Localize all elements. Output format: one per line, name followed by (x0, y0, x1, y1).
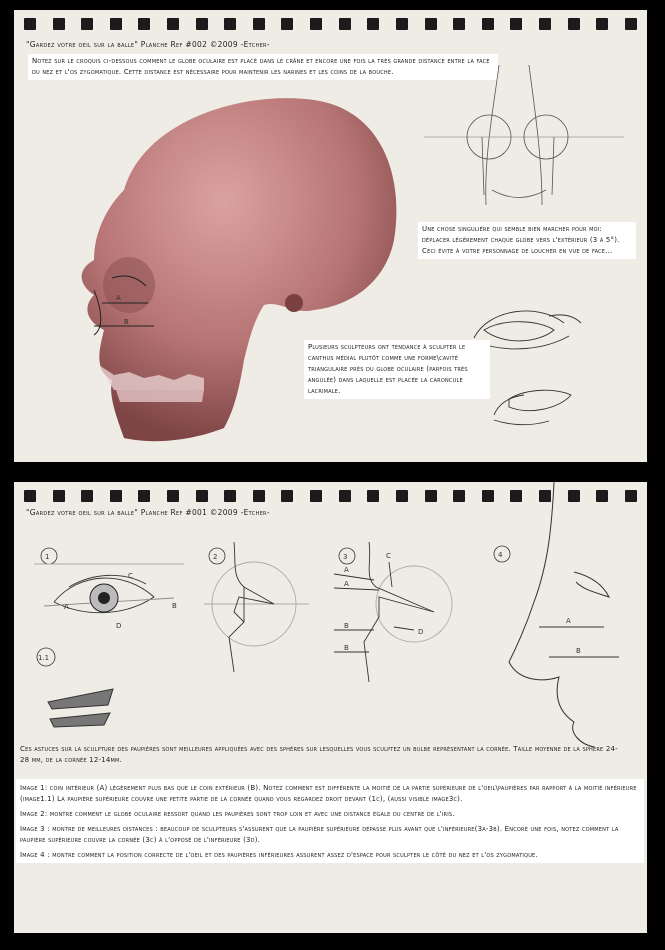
top-sheet (14, 10, 647, 462)
spiral-binding (14, 18, 647, 32)
fig-number-4: 4 (498, 551, 503, 559)
skull-illustration (54, 90, 414, 460)
figure-4-face-profile (484, 482, 644, 752)
fig4-label-a: A (566, 617, 571, 625)
intro-text: Ces astuces sur la sculpture des paupières sont meilleures appliquées avec des sphères sur lesquelles vous sculptez un bulbe représentant la cornée. Taille moyenne de la sphère 24-28 mm, de la cornée 12-14mm. (20, 745, 618, 764)
fig3-label-d: D (418, 628, 424, 636)
note-image-4: Image 4 : montre comment la position correcte de l'oeil et des paupières inférieures assurent assez d'espace pour sculpter le côté du nez et l'os zygomatique. (20, 851, 538, 859)
fig3-label-b2: B (344, 644, 349, 652)
fig3-label-a1: A (344, 566, 349, 574)
skull-label-b: B (124, 318, 129, 326)
front-view-eyes-sketch (424, 65, 634, 220)
note-image-3: Image 3 : montre de meilleures distances : beaucoup de sculpteurs s'assurent que la paupière supérieure dépasse plus avant que l'inférieure(3a-3b). Encore une fois, notez comment la paupière supérieure couvre la cornée (3c) à l'opposé de l'inférieure (3d). (20, 825, 619, 844)
fig1-label-d: D (116, 622, 122, 630)
top-header: "Gardez votre oeil sur la balle" Planche Ref #002 ©2009 -Etcher- (26, 40, 270, 49)
fig4-label-b: B (576, 647, 581, 655)
note-eye-angle: Une chose singulière qui semble bien marcher pour moi: déplacer légèrement chaque globe vers l'extérieur (3 à 5°). Ceci évite à votre personnage de loucher en vue de face... (418, 222, 636, 259)
figure-2-profile-lids (204, 542, 314, 682)
figure-3-profile-lids (334, 542, 464, 687)
fig1-label-a: A (64, 603, 69, 611)
fig-number-2: 2 (213, 553, 218, 561)
fig-number-1: 1 (45, 553, 50, 561)
fig-number-1-1: 1.1 (38, 654, 50, 662)
note-skull: Notez sur le croquis ci-dessous comment le globe oculaire est placé dans le crâne et encore une fois la très grande distance entre la face du nez et l'os zygomatique. Cette distance est nécessaire pour maintenir les narines et les coins de la bouche. (28, 54, 498, 80)
fig3-label-c: C (386, 552, 391, 560)
bottom-header: "Gardez votre oeil sur la balle" Planche Ref #001 ©2009 -Etcher- (26, 508, 270, 517)
fig1-label-b: B (172, 602, 177, 610)
fig1-label-c: C (128, 572, 133, 580)
note-canthus: Plusieurs sculpteurs ont tendance à sculpter le canthus médial plutôt comme une forme\cavité triangulaire près du globe oculaire (parfois très angulée) dans laquelle est placée la caroncule lacrimale. (304, 340, 490, 399)
note-image-1: Image 1: coin intérieur (A) légèrement plus bas que le coin extérieur (B). Notez comment est différente la moitié de la partie supérieure de l'oeil\paupières par rapport à la moitié inférieure (image1.1) La paupière supérieure couvre une petite partie de la cornée quand vous regardez droit devant (1c), (aussi visible image3c). (20, 784, 637, 803)
notes-box (16, 779, 644, 863)
skull-label-a: A (116, 294, 121, 302)
figure-1-eye-front (24, 542, 199, 632)
fig3-label-b1: B (344, 622, 349, 630)
note-image-2: Image 2: montre comment le globe oculaire ressort quand les paupières sont trop loin et avec une distance égale du centre de l'iris. (20, 810, 455, 818)
fig-number-3: 3 (343, 553, 348, 561)
canthus-sketch (489, 385, 579, 435)
bottom-sheet (14, 482, 647, 933)
figure-1-1-lids (28, 647, 138, 732)
fig3-label-a2: A (344, 580, 349, 588)
